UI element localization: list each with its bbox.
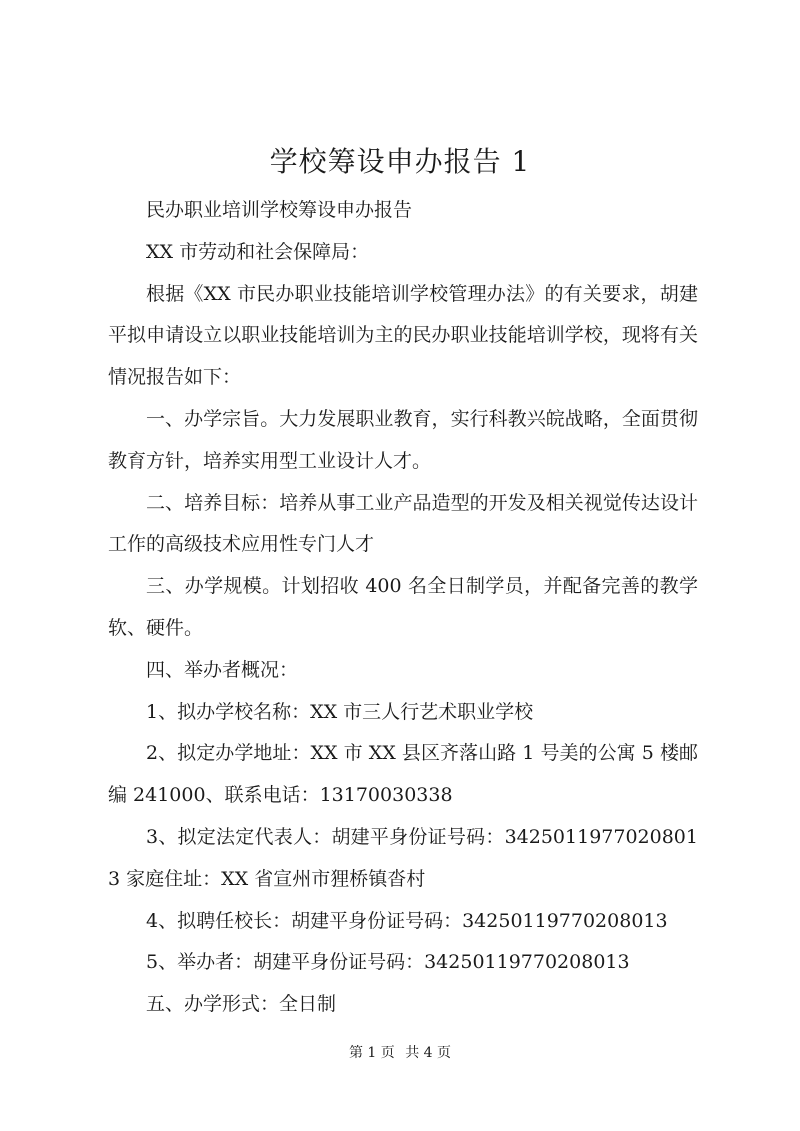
section-goal: 二、培养目标：培养从事工业产品造型的开发及相关视觉传达设计工作的高级技术应用性专门人才 (108, 491, 698, 556)
section-scale: 三、办学规模。计划招收 400 名全日制学员，并配备完善的教学软、硬件。 (108, 575, 698, 639)
page-number: 第 1 页 (348, 1045, 395, 1061)
page-total: 共 4 页 (405, 1045, 452, 1061)
report-subtitle: 民办职业培训学校筹设申办报告 (146, 199, 413, 221)
section-purpose: 一、办学宗旨。大力发展职业教育，实行科教兴皖战略，全面贯彻教育方针，培养实用型工业设计人才。 (108, 407, 698, 472)
item-organizer: 5、举办者：胡建平身份证号码：34250119770208013 (146, 951, 630, 974)
section-organizer-heading: 四、举办者概况： (146, 658, 299, 681)
document-title: 学校筹设申办报告 1 (269, 145, 531, 178)
document-body (108, 190, 698, 1026)
page-footer (0, 1043, 800, 1063)
item-school-name: 1、拟办学校名称：XX 市三人行艺术职业学校 (146, 700, 534, 723)
item-principal: 4、拟聘任校长：胡建平身份证号码：34250119770208013 (146, 909, 668, 932)
intro-paragraph: 根据《XX 市民办职业技能培训学校管理办法》的有关要求，胡建平拟申请设立以职业技能培训为主的民办职业技能培训学校，现将有关情况报告如下： (108, 282, 698, 389)
item-legal-representative: 3、拟定法定代表人：胡建平身份证号码：34250119770208013 家庭住址：XX 省宣州市狸桥镇沓村 (108, 825, 698, 890)
recipient-line: XX 市劳动和社会保障局： (146, 240, 370, 263)
item-school-address: 2、拟定办学地址：XX 市 XX 县区齐落山路 1 号美的公寓 5 楼邮编 241000、联系电话：13170030338 (108, 742, 698, 807)
section-format: 五、办学形式：全日制 (146, 993, 337, 1016)
